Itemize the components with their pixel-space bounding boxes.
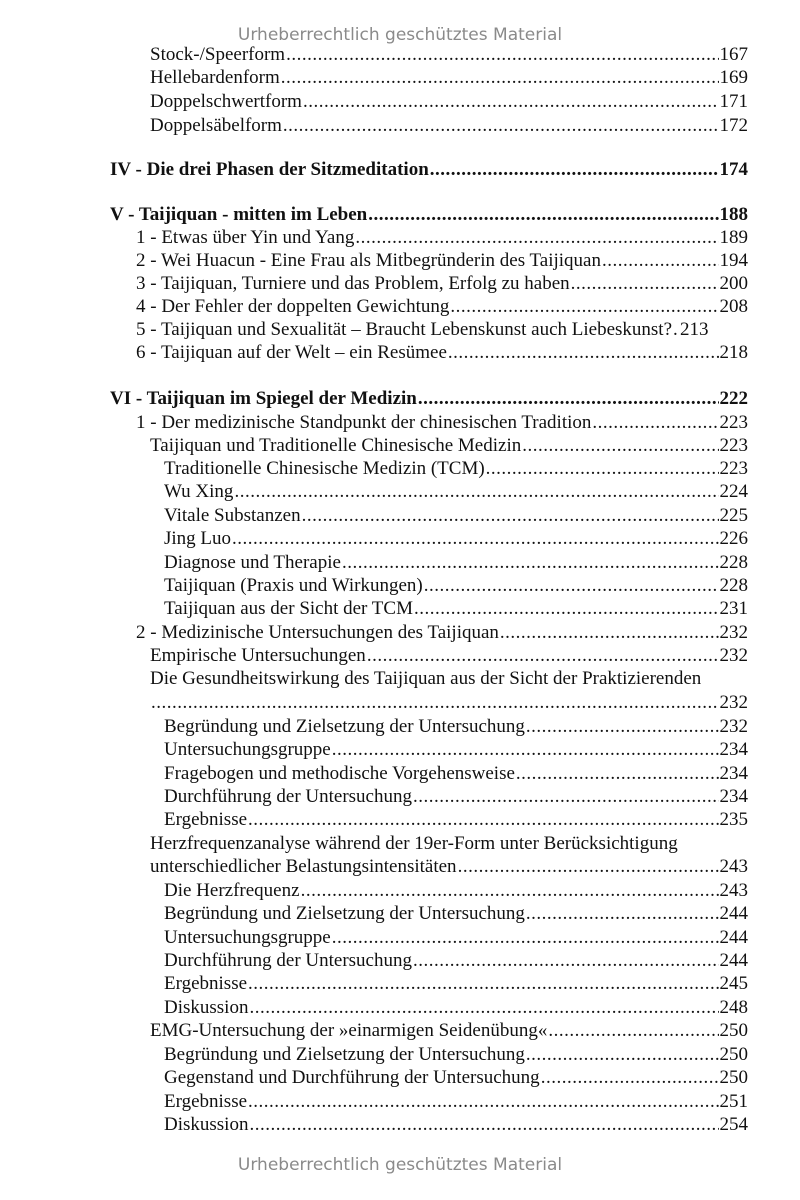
- toc-entry-page: 231: [719, 598, 748, 619]
- toc-entry[interactable]: [150, 115, 748, 137]
- toc-entry[interactable]: [164, 786, 748, 808]
- toc-entry-page: 228: [719, 575, 748, 596]
- toc-entry-title: Diagnose und Therapie: [164, 552, 341, 573]
- toc-entry-title: 1 - Etwas über Yin und Yang: [136, 227, 355, 248]
- toc-chapter[interactable]: [110, 159, 748, 181]
- toc-leader: [234, 481, 718, 503]
- toc-entry[interactable]: [164, 1091, 748, 1113]
- toc-leader: [332, 739, 719, 761]
- toc-entry-page: 235: [719, 809, 748, 830]
- toc-entry[interactable]: [164, 739, 748, 761]
- toc-entry-title: 2 - Wei Huacun - Eine Frau als Mitbegründerin des Taijiquan: [136, 250, 601, 271]
- toc-entry-title: Taijiquan und Traditionelle Chinesische Medizin: [150, 435, 522, 456]
- toc-entry-page: 223: [719, 435, 748, 456]
- toc-entry-title: Stock-/Speerform: [150, 44, 286, 65]
- toc-entry-page: 226: [719, 528, 748, 549]
- toc-leader: [541, 1067, 719, 1089]
- toc-entry[interactable]: [164, 1114, 748, 1136]
- toc-entry-title: Fragebogen und methodische Vorgehensweise: [164, 763, 515, 784]
- toc-entry-title: 5 - Taijiquan und Sexualität – Braucht Lebenskunst auch Liebeskunst?: [136, 319, 672, 340]
- toc-leader: [302, 505, 719, 527]
- toc-leader: [486, 458, 719, 480]
- toc-entry[interactable]: [136, 622, 748, 644]
- toc-leader: [571, 273, 719, 295]
- toc-leader: [522, 435, 718, 457]
- toc-entry[interactable]: [150, 435, 748, 457]
- toc-entry-title: Doppelsäbelform: [150, 115, 282, 136]
- toc-entry-title: 1 - Der medizinische Standpunkt der chinesischen Tradition: [136, 412, 592, 433]
- toc-entry-page: 224: [719, 481, 748, 502]
- toc-leader: [602, 250, 719, 272]
- toc-entry-page: 234: [719, 739, 748, 760]
- toc-entry[interactable]: [136, 319, 748, 341]
- toc-entry-page: 232: [719, 716, 748, 737]
- toc-entry-page: 234: [719, 763, 748, 784]
- toc-entry-page: 223: [719, 412, 748, 433]
- watermark-top: Urheberrechtlich geschütztes Material: [237, 25, 563, 45]
- toc-entry-page: 171: [719, 91, 748, 112]
- toc-entry-title: Durchführung der Untersuchung: [164, 786, 412, 807]
- toc-leader: [301, 880, 719, 902]
- toc-entry[interactable]: [164, 1044, 748, 1066]
- toc-entry-page: 169: [719, 67, 748, 88]
- toc-entry-title: Diskussion: [164, 997, 249, 1018]
- toc-entry-title: Gegenstand und Durchführung der Untersuchung: [164, 1067, 540, 1088]
- toc-entry[interactable]: [136, 250, 748, 272]
- toc-leader: [414, 598, 719, 620]
- toc-chapter-page: 188: [719, 204, 748, 225]
- toc-leader: [367, 645, 719, 667]
- toc-entry-title: Die Herzfrequenz: [164, 880, 300, 901]
- toc-entry-page: 223: [719, 458, 748, 479]
- toc-entry[interactable]: [164, 973, 748, 995]
- toc-leader: [281, 67, 719, 89]
- toc-entry[interactable]: [164, 997, 748, 1019]
- toc-entry-title: Vitale Substanzen: [164, 505, 301, 526]
- toc-entry-title: 2 - Medizinische Untersuchungen des Taijiquan: [136, 622, 499, 643]
- toc-entry[interactable]: [164, 950, 748, 972]
- toc-entry-page: 244: [719, 927, 748, 948]
- toc-entry-page: 248: [719, 997, 748, 1018]
- toc-entry[interactable]: [164, 809, 748, 831]
- toc-entry[interactable]: [164, 575, 748, 597]
- toc-chapter-title: VI - Taijiquan im Spiegel der Medizin: [110, 388, 417, 409]
- toc-entry-page: 208: [719, 296, 748, 317]
- toc-entry[interactable]: [164, 880, 748, 902]
- toc-leader: [548, 1020, 718, 1042]
- toc-leader: [413, 786, 719, 808]
- toc-entry[interactable]: [136, 342, 748, 364]
- toc-entry-title: 4 - Der Fehler der doppelten Gewichtung: [136, 296, 450, 317]
- toc-entry[interactable]: [164, 598, 748, 620]
- toc-entry-page: 167: [719, 44, 748, 65]
- toc-entry[interactable]: [164, 763, 748, 785]
- toc-entry-page: 245: [719, 973, 748, 994]
- toc-entry[interactable]: [164, 481, 748, 503]
- toc-entry-title: Traditionelle Chinesische Medizin (TCM): [164, 458, 485, 479]
- toc-leader: [500, 622, 719, 644]
- toc-entry[interactable]: [136, 273, 748, 295]
- toc-entry[interactable]: [150, 645, 748, 667]
- toc-entry-page: 243: [719, 856, 748, 877]
- toc-entry-title: Empirische Untersuchungen: [150, 645, 366, 666]
- toc-entry[interactable]: [136, 227, 748, 249]
- toc-entry-page: 172: [719, 115, 748, 136]
- toc-entry-page: 232: [719, 645, 748, 666]
- toc-entry-page: 213: [680, 319, 709, 340]
- toc-leader: [248, 809, 718, 831]
- toc-entry-title: EMG-Untersuchung der »einarmigen Seidenübung«: [150, 1020, 548, 1041]
- toc-entry-title: Ergebnisse: [164, 809, 248, 830]
- toc-entry-page: 234: [719, 786, 748, 807]
- toc-chapter-page: 174: [719, 159, 748, 180]
- toc-entry-title: 6 - Taijiquan auf der Welt – ein Resümee: [136, 342, 447, 363]
- toc-leader: [303, 91, 719, 113]
- toc-entry[interactable]: [164, 528, 748, 550]
- toc-leader: [332, 927, 719, 949]
- toc-leader: [342, 552, 719, 574]
- toc-entry[interactable]: [164, 903, 748, 925]
- toc-entry[interactable]: [150, 91, 748, 113]
- toc-leader: [151, 692, 719, 714]
- toc-leader: [424, 575, 719, 597]
- toc-entry-title-line1[interactable]: Herzfrequenzanalyse während der 19er-Form unter Berücksichtigung: [150, 833, 678, 854]
- toc-entry-page: 194: [719, 250, 748, 271]
- toc-entry[interactable]: [164, 458, 748, 480]
- toc-chapter-title: IV - Die drei Phasen der Sitzmeditation: [110, 159, 429, 180]
- toc-entry-page: 218: [719, 342, 748, 363]
- toc-leader: [286, 44, 718, 66]
- toc-entry[interactable]: [136, 296, 748, 318]
- toc-entry-title: Untersuchungsgruppe: [164, 739, 331, 760]
- toc-leader: [249, 1114, 718, 1136]
- toc-entry[interactable]: [150, 1020, 748, 1042]
- toc-entry-title: Doppelschwertform: [150, 91, 302, 112]
- toc-entry-page: 232: [719, 622, 748, 643]
- toc-entry-page: 243: [719, 880, 748, 901]
- toc-leader: [430, 159, 719, 181]
- toc-chapter-title: V - Taijiquan - mitten im Leben: [110, 204, 368, 225]
- toc-entry[interactable]: [164, 505, 748, 527]
- toc-entry-page: 250: [719, 1067, 748, 1088]
- toc-leader: [450, 296, 718, 318]
- toc-leader: [355, 227, 718, 249]
- toc-entry-title: Ergebnisse: [164, 1091, 248, 1112]
- toc-leader: [283, 115, 719, 137]
- toc-leader: [413, 950, 719, 972]
- toc-entry-page: 225: [719, 505, 748, 526]
- toc-entry-title: Hellebardenform: [150, 67, 280, 88]
- toc-leader: [526, 716, 719, 738]
- toc-leader: [232, 528, 718, 550]
- toc-entry-title-line1[interactable]: Die Gesundheitswirkung des Taijiquan aus der Sicht der Praktizierenden: [150, 668, 702, 689]
- toc-leader: [249, 997, 718, 1019]
- toc-leader: [448, 342, 719, 364]
- toc-leader: [418, 388, 719, 410]
- toc-entry[interactable]: [164, 716, 748, 738]
- toc-entry[interactable]: [150, 856, 748, 878]
- toc-leader: [526, 903, 719, 925]
- toc-entry-title: Wu Xing: [164, 481, 234, 502]
- toc-entry-title: Taijiquan (Praxis und Wirkungen): [164, 575, 423, 596]
- toc-entry-page: 189: [719, 227, 748, 248]
- toc-leader: [526, 1044, 719, 1066]
- toc-entry[interactable]: [150, 67, 748, 89]
- toc-entry-title: Ergebnisse: [164, 973, 248, 994]
- watermark-bottom: Urheberrechtlich geschütztes Material: [237, 1155, 563, 1175]
- toc-entry[interactable]: [164, 552, 748, 574]
- toc-entry-page: 251: [719, 1091, 748, 1112]
- toc-leader: [248, 1091, 718, 1113]
- toc-entry-title: Begründung und Zielsetzung der Untersuchung: [164, 903, 525, 924]
- toc-entry-title: Begründung und Zielsetzung der Untersuchung: [164, 716, 525, 737]
- toc-entry-title: Jing Luo: [164, 528, 232, 549]
- toc-entry-page: 254: [719, 1114, 748, 1135]
- toc-leader: [368, 204, 718, 226]
- toc-chapter[interactable]: [110, 204, 748, 226]
- toc-entry-title: Begründung und Zielsetzung der Untersuchung: [164, 1044, 525, 1065]
- toc-entry[interactable]: [164, 1067, 748, 1089]
- toc-entry-page: 250: [719, 1044, 748, 1065]
- toc-entry[interactable]: [150, 44, 748, 66]
- toc-entry[interactable]: [164, 927, 748, 949]
- toc-entry[interactable]: [150, 692, 748, 714]
- toc-chapter-page: 222: [719, 388, 748, 409]
- toc-entry-title: Diskussion: [164, 1114, 249, 1135]
- toc-entry-title: Untersuchungsgruppe: [164, 927, 331, 948]
- toc-entry-page: 244: [719, 903, 748, 924]
- toc-leader: [458, 856, 719, 878]
- toc-leader: [516, 763, 719, 785]
- toc-entry-page: 244: [719, 950, 748, 971]
- toc-entry-title: Taijiquan aus der Sicht der TCM: [164, 598, 413, 619]
- toc-leader: [592, 412, 718, 434]
- toc-entry-title: unterschiedlicher Belastungsintensitäten: [150, 856, 457, 877]
- toc-entry-page: 228: [719, 552, 748, 573]
- toc-entry-page: 200: [719, 273, 748, 294]
- toc-entry-title: 3 - Taijiquan, Turniere und das Problem, Erfolg zu haben: [136, 273, 570, 294]
- toc-entry-page: 232: [719, 692, 748, 713]
- toc-entry[interactable]: [136, 412, 748, 434]
- toc-leader: [673, 319, 679, 341]
- toc-entry-page: 250: [719, 1020, 748, 1041]
- toc-entry-title: Durchführung der Untersuchung: [164, 950, 412, 971]
- toc-leader: [248, 973, 718, 995]
- toc-chapter[interactable]: [110, 388, 748, 410]
